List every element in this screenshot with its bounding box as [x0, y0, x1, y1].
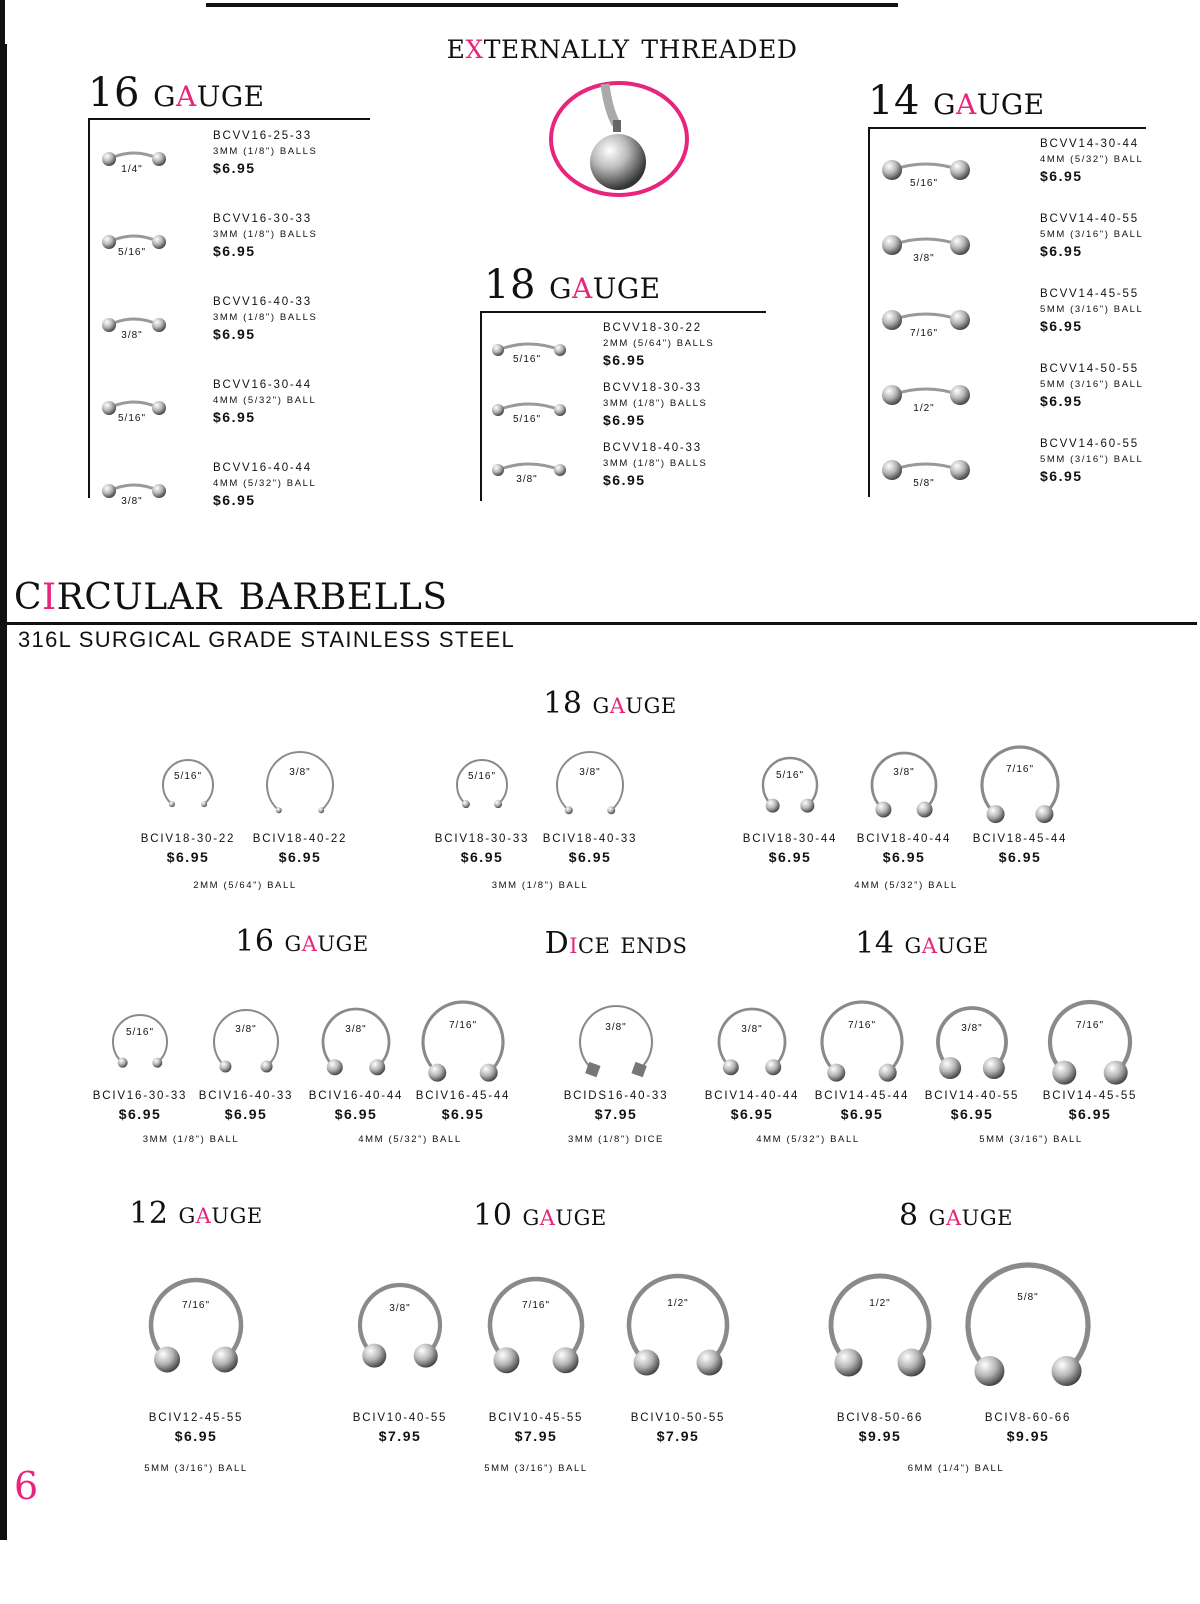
product-price: $6.95	[1040, 393, 1083, 409]
product-sku: BCIV14-45-55	[1042, 1090, 1138, 1102]
product-size: 5/16"	[117, 413, 147, 424]
product-sku: BCVV16-40-44	[213, 462, 312, 474]
ring-size-label: 7/16"	[448, 1020, 478, 1031]
product-sku: BCIV18-45-44	[972, 833, 1068, 845]
heading-accent: a	[571, 262, 593, 308]
product-description: 5MM (3/16") BALL	[1040, 454, 1144, 465]
product-sku: BCIV10-45-55	[488, 1412, 584, 1424]
product-size: 3/8"	[516, 474, 538, 485]
product-sku: BCVV14-60-55	[1040, 438, 1139, 450]
product-price: $7.95	[378, 1428, 422, 1444]
title-part: e	[446, 26, 466, 67]
ball-size-note: 3MM (1/8") DICE	[568, 1134, 664, 1145]
product-sku: BCVV18-30-33	[603, 382, 702, 394]
heading-accent: a	[955, 78, 977, 124]
product-sku: BCIDS16-40-33	[563, 1090, 669, 1102]
heading-part: 14 g	[868, 78, 956, 124]
gauge-18-rule	[480, 311, 766, 313]
product-size: 3/8"	[913, 253, 935, 264]
heading-part: uge	[211, 1196, 263, 1231]
product-price: $6.95	[840, 1106, 884, 1122]
heading-part: uge	[961, 1198, 1013, 1233]
gauge-16-vrule	[88, 118, 90, 498]
product-price: $6.95	[730, 1106, 774, 1122]
product-description: 4MM (5/32") BALL	[213, 395, 317, 406]
gauge-14-rule	[868, 127, 1146, 129]
product-description: 3MM (1/8") BALLS	[213, 146, 318, 157]
heading-part: uge	[625, 686, 677, 721]
heading-accent: i	[569, 926, 578, 961]
gauge-18-heading	[484, 262, 661, 308]
heading-accent: a	[539, 1198, 556, 1233]
heading-part: uge	[592, 262, 661, 308]
horseshoe-image	[342, 1267, 458, 1383]
horseshoe-image	[610, 1257, 746, 1393]
horseshoe-image	[258, 743, 342, 827]
gauge-14-heading	[868, 78, 1045, 124]
product-description: 4MM (5/32") BALL	[1040, 154, 1144, 165]
title-part: c	[14, 562, 43, 622]
product-price: $7.95	[594, 1106, 638, 1122]
product-sku: BCIV14-45-44	[814, 1090, 910, 1102]
heading-part: 10 g	[473, 1198, 540, 1233]
product-description: 5MM (3/16") BALL	[1040, 229, 1144, 240]
product-sku: BCIV18-30-22	[140, 833, 236, 845]
ball-size-note: 2MM (5/64") BALL	[193, 880, 297, 891]
product-sku: BCIV8-60-66	[984, 1412, 1072, 1424]
product-description: 2MM (5/64") BALLS	[603, 338, 715, 349]
product-size: 3/8"	[121, 496, 143, 507]
product-price: $6.95	[950, 1106, 994, 1122]
horseshoe-image	[947, 1244, 1109, 1406]
heading-accent: a	[301, 924, 318, 959]
ball-size-note: 3MM (1/8") BALL	[142, 1134, 240, 1145]
product-sku: BCVV16-30-33	[213, 213, 312, 225]
product-sku: BCIV18-30-33	[434, 833, 530, 845]
externally-threaded-ball-illustration	[548, 84, 690, 202]
product-size: 5/16"	[117, 247, 147, 258]
circular-barbells-title	[14, 562, 448, 622]
ring-size-label: 5/8"	[1017, 1292, 1039, 1303]
heading-part: 14 g	[855, 926, 922, 961]
product-price: $9.95	[1006, 1428, 1050, 1444]
ring-size-label: 3/8"	[579, 766, 601, 778]
product-price: $6.95	[1040, 243, 1083, 259]
ball-size-note: 5MM (3/16") BALL	[979, 1134, 1083, 1145]
product-sku: BCIV18-40-33	[542, 833, 638, 845]
gauge-16-heading	[88, 70, 265, 116]
product-price: $7.95	[656, 1428, 700, 1444]
product-sku: BCVV16-30-44	[213, 379, 312, 391]
horseshoe-image	[921, 991, 1023, 1093]
title-accent: i	[42, 562, 57, 622]
product-sku: BCIV18-40-22	[252, 833, 348, 845]
horseshoe-image	[750, 745, 830, 825]
externally-threaded-title	[447, 26, 798, 67]
product-price: $6.95	[278, 849, 322, 865]
product-price: $6.95	[1068, 1106, 1112, 1122]
ring-size-label: 1/2"	[869, 1298, 891, 1310]
ring-size-label: 3/8"	[345, 1023, 367, 1035]
horseshoe-image	[102, 1004, 178, 1080]
heading-accent: a	[921, 926, 938, 961]
ring-size-label: 3/8"	[605, 1022, 627, 1034]
product-sku: BCIV16-30-33	[92, 1090, 188, 1102]
product-sku: BCIV12-45-55	[148, 1412, 244, 1424]
product-description: 4MM (5/32") BALL	[213, 478, 317, 489]
horseshoe-image	[858, 739, 950, 831]
gauge-16-rule	[88, 118, 370, 120]
product-size: 5/16"	[512, 414, 542, 425]
product-price: $6.95	[603, 472, 646, 488]
horseshoe-image	[202, 998, 290, 1086]
horseshoe-image	[547, 742, 633, 828]
heading-part: uge	[555, 1198, 607, 1233]
ring-size-label: 3/8"	[389, 1303, 411, 1314]
gauge-18-vrule	[480, 311, 482, 501]
ball-size-note: 5MM (3/16") BALL	[144, 1463, 248, 1474]
heading-part: 16 g	[235, 924, 302, 959]
ring-size-label: 7/16"	[847, 1020, 877, 1031]
horseshoe-image	[967, 732, 1073, 838]
ball-size-note: 4MM (5/32") BALL	[358, 1134, 462, 1145]
heading-accent: a	[609, 686, 626, 721]
horseshoe-image	[132, 1261, 260, 1389]
horseshoe-image	[1032, 984, 1148, 1100]
product-size: 7/16"	[909, 328, 939, 339]
product-price: $6.95	[213, 160, 256, 176]
title-accent: x	[465, 26, 484, 67]
dice-horseshoe-image	[568, 994, 664, 1090]
heading-part: 18 g	[543, 686, 610, 721]
product-sku: BCIV10-50-55	[630, 1412, 726, 1424]
ring-size-label: 7/16"	[1075, 1020, 1105, 1031]
ring-size-label: 3/8"	[235, 1024, 257, 1036]
circular-12-gauge-heading	[129, 1196, 262, 1231]
circular-14-gauge-heading	[855, 926, 988, 961]
title-part: rcular barbells	[56, 562, 448, 622]
product-sku: BCIV10-40-55	[352, 1412, 448, 1424]
horseshoe-image	[811, 1256, 949, 1394]
horseshoe-image	[807, 987, 917, 1097]
horseshoe-image	[705, 995, 799, 1089]
product-description: 3MM (1/8") BALLS	[603, 398, 708, 409]
product-description: 3MM (1/8") BALLS	[213, 312, 318, 323]
product-sku: BCIV16-40-33	[198, 1090, 294, 1102]
heading-part: 8 g	[899, 1198, 946, 1233]
title-part: ternally threaded	[483, 26, 798, 67]
ring-size-label: 3/8"	[741, 1023, 763, 1035]
horseshoe-image	[408, 987, 518, 1097]
heading-part: 12 g	[129, 1196, 196, 1231]
product-size: 1/2"	[913, 403, 935, 414]
product-price: $6.95	[334, 1106, 378, 1122]
gauge-14-vrule	[868, 127, 870, 497]
product-price: $6.95	[460, 849, 504, 865]
heading-part: uge	[937, 926, 989, 961]
left-margin-bar	[0, 44, 7, 1540]
product-sku: BCIV8-50-66	[836, 1412, 924, 1424]
product-size: 1/4"	[121, 164, 143, 175]
ring-size-label: 5/16"	[173, 771, 203, 783]
heading-part: uge	[976, 78, 1045, 124]
product-price: $6.95	[441, 1106, 485, 1122]
ring-size-label: 5/16"	[125, 1027, 155, 1039]
product-price: $6.95	[568, 849, 612, 865]
product-price: $6.95	[213, 243, 256, 259]
top-corner-mark	[0, 0, 5, 48]
product-price: $6.95	[1040, 318, 1083, 334]
heading-part: D	[544, 926, 570, 961]
product-price: $6.95	[603, 352, 646, 368]
product-sku: BCIV16-40-44	[308, 1090, 404, 1102]
product-size: 5/16"	[512, 354, 542, 365]
product-price: $9.95	[858, 1428, 902, 1444]
product-sku: BCVV18-30-22	[603, 322, 702, 334]
horseshoe-image	[309, 995, 403, 1089]
top-rule	[206, 3, 898, 7]
product-price: $6.95	[998, 849, 1042, 865]
dice-ends-heading	[545, 926, 688, 961]
ring-size-label: 3/8"	[289, 766, 311, 778]
circular-10-gauge-heading	[473, 1198, 606, 1233]
heading-part: 16 g	[88, 70, 176, 116]
heading-accent: a	[945, 1198, 962, 1233]
ring-size-label: 1/2"	[667, 1298, 689, 1310]
heading-part: 18 g	[484, 262, 572, 308]
horseshoe-image	[471, 1260, 601, 1390]
circular-16-gauge-heading	[235, 924, 368, 959]
circular-8-gauge-heading	[899, 1198, 1013, 1233]
ring-size-label: 7/16"	[1005, 764, 1035, 776]
product-price: $6.95	[213, 409, 256, 425]
ring-size-label: 3/8"	[961, 1023, 983, 1035]
product-description: 5MM (3/16") BALL	[1040, 379, 1144, 390]
heading-accent: a	[195, 1196, 212, 1231]
product-sku: BCIV18-30-44	[742, 833, 838, 845]
product-price: $6.95	[213, 326, 256, 342]
ball-size-note: 6MM (1/4") BALL	[907, 1463, 1005, 1474]
product-price: $6.95	[224, 1106, 268, 1122]
page-number: 6	[14, 1464, 39, 1508]
horseshoe-image	[154, 751, 222, 819]
product-price: $6.95	[213, 492, 256, 508]
circular-title-rule	[7, 622, 1197, 625]
product-price: $6.95	[882, 849, 926, 865]
circular-subtitle: 316L SURGICAL GRADE STAINLESS STEEL	[18, 627, 516, 652]
heading-part: uge	[317, 924, 369, 959]
product-price: $6.95	[768, 849, 812, 865]
product-price: $7.95	[514, 1428, 558, 1444]
product-sku: BCVV16-25-33	[213, 130, 312, 142]
ring-size-label: 3/8"	[893, 767, 915, 779]
product-sku: BCIV16-45-44	[415, 1090, 511, 1102]
product-sku: BCVV14-45-55	[1040, 288, 1139, 300]
product-price: $6.95	[166, 849, 210, 865]
circular-18-gauge-heading	[543, 686, 676, 721]
heading-part: ce ends	[577, 926, 688, 961]
product-sku: BCVV14-30-44	[1040, 138, 1139, 150]
product-description: 5MM (3/16") BALL	[1040, 304, 1144, 315]
product-size: 3/8"	[121, 330, 143, 341]
ring-size-label: 5/16"	[467, 771, 497, 783]
product-sku: BCIV14-40-44	[704, 1090, 800, 1102]
product-sku: BCVV14-40-55	[1040, 213, 1139, 225]
ball-size-note: 4MM (5/32") BALL	[854, 880, 958, 891]
product-size: 5/8"	[913, 478, 935, 489]
product-size: 5/16"	[909, 178, 939, 189]
product-sku: BCVV18-40-33	[603, 442, 702, 454]
ball-size-note: 4MM (5/32") BALL	[756, 1134, 860, 1145]
product-price: $6.95	[174, 1428, 218, 1444]
ring-size-label: 7/16"	[521, 1299, 551, 1311]
ring-size-label: 5/16"	[775, 770, 805, 782]
horseshoe-image	[447, 750, 517, 820]
product-price: $6.95	[118, 1106, 162, 1122]
product-price: $6.95	[1040, 468, 1083, 484]
heading-accent: a	[175, 70, 197, 116]
ball-size-note: 3MM (1/8") BALL	[491, 880, 589, 891]
ring-size-label: 7/16"	[181, 1300, 211, 1312]
product-sku: BCIV14-40-55	[924, 1090, 1020, 1102]
product-description: 3MM (1/8") BALLS	[213, 229, 318, 240]
heading-part: uge	[196, 70, 265, 116]
product-sku: BCVV16-40-33	[213, 296, 312, 308]
product-description: 3MM (1/8") BALLS	[603, 458, 708, 469]
product-price: $6.95	[1040, 168, 1083, 184]
ball-size-note: 5MM (3/16") BALL	[484, 1463, 588, 1474]
product-price: $6.95	[603, 412, 646, 428]
product-sku: BCVV14-50-55	[1040, 363, 1139, 375]
product-sku: BCIV18-40-44	[856, 833, 952, 845]
